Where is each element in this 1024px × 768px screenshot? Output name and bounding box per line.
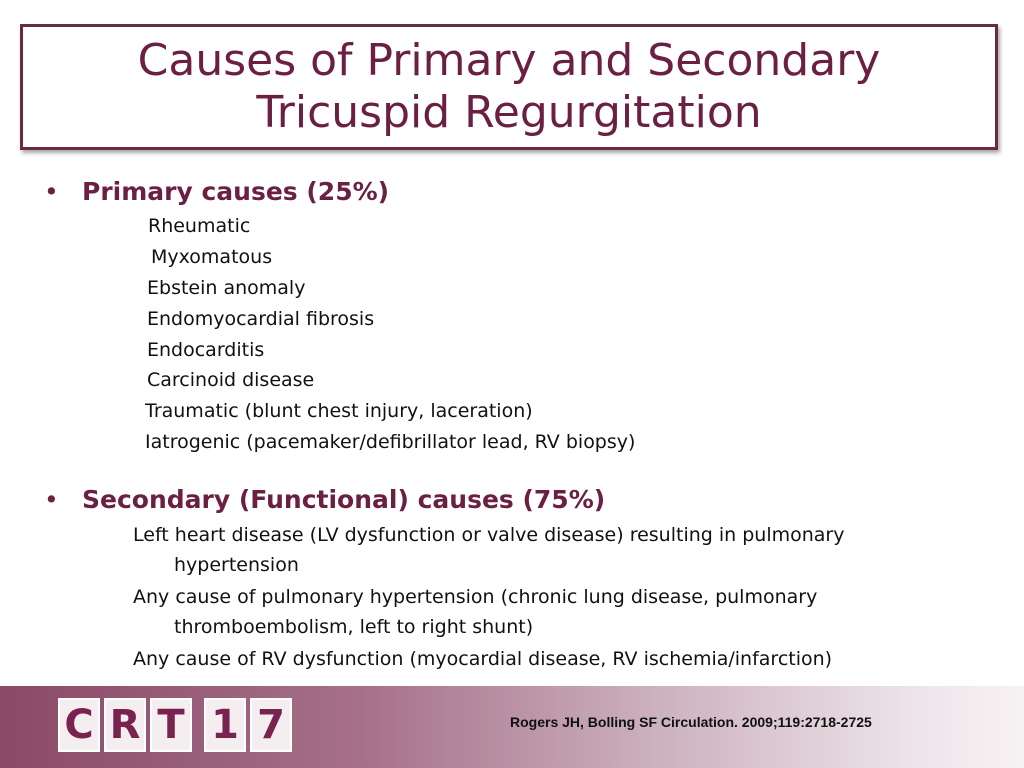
primary-item: Iatrogenic (pacemaker/defibrillator lead, RV biopsy)	[145, 431, 636, 453]
primary-item: Traumatic (blunt chest injury, laceration)	[145, 400, 533, 422]
title-line-2: Tricuspid Regurgitation	[256, 87, 762, 138]
primary-item: Endocarditis	[147, 339, 265, 361]
primary-item: Endomyocardial fibrosis	[147, 308, 375, 330]
logo-letter: C	[58, 698, 100, 752]
logo-letter: 7	[250, 698, 292, 752]
primary-item: Rheumatic	[148, 215, 251, 237]
secondary-line: hypertension	[174, 554, 299, 576]
primary-heading-text: Primary causes (25%)	[82, 177, 390, 206]
title-box	[20, 24, 998, 150]
logo-letter: R	[104, 698, 146, 752]
secondary-line: thromboembolism, left to right shunt)	[174, 616, 534, 638]
citation-text: Rogers JH, Bolling SF Circulation. 2009;119:2718-2725	[510, 714, 872, 730]
secondary-line: Any cause of RV dysfunction (myocardial disease, RV ischemia/infarction)	[133, 648, 833, 670]
logo-letter: 1	[204, 698, 246, 752]
bullet-icon: •	[44, 177, 59, 206]
primary-item: Ebstein anomaly	[147, 277, 306, 299]
crt17-logo	[58, 698, 292, 754]
secondary-heading-text: Secondary (Functional) causes (75%)	[82, 485, 606, 514]
secondary-line: Left heart disease (LV dysfunction or valve disease) resulting in pulmonary	[133, 524, 845, 546]
secondary-line: Any cause of pulmonary hypertension (chronic lung disease, pulmonary	[133, 586, 818, 608]
primary-item: Carcinoid disease	[147, 369, 315, 391]
title-line-1: Causes of Primary and Secondary	[137, 35, 881, 86]
footer-band	[0, 686, 1024, 768]
logo-letter: T	[150, 698, 192, 752]
bullet-icon: •	[44, 485, 59, 514]
secondary-heading	[44, 484, 605, 516]
primary-item: Myxomatous	[151, 246, 273, 268]
primary-heading	[44, 176, 389, 208]
